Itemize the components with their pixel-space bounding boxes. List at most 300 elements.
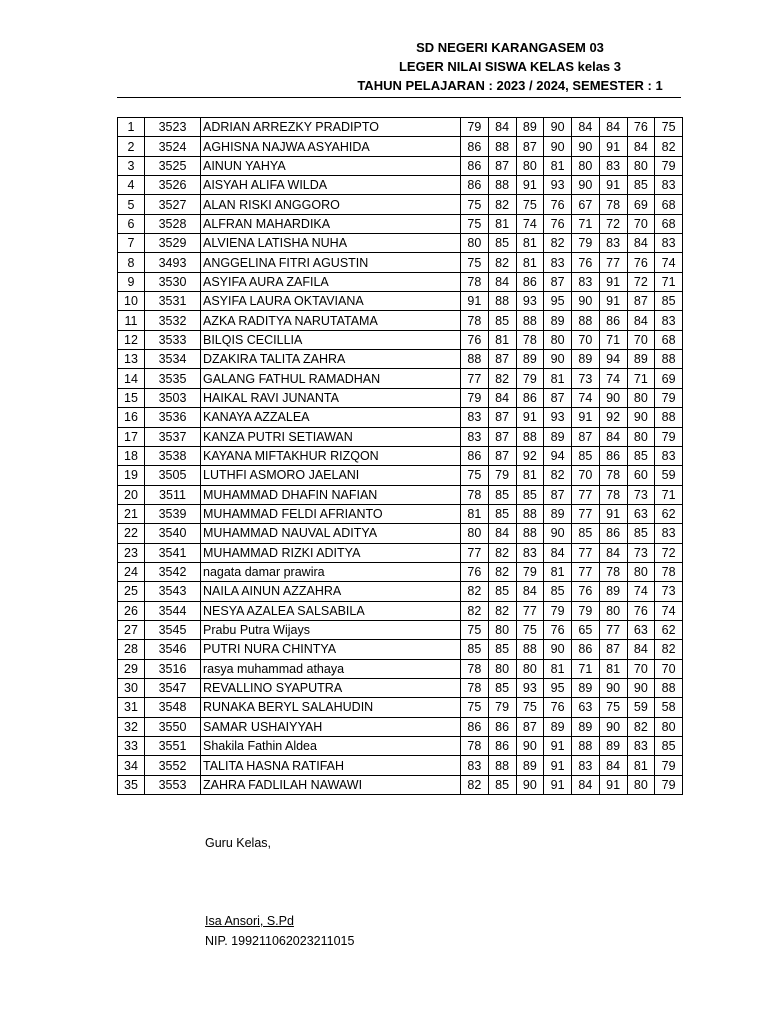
student-nis: 3535	[145, 369, 201, 388]
score-cell: 83	[461, 408, 489, 427]
score-cell: 77	[516, 601, 544, 620]
score-cell: 85	[488, 775, 516, 794]
score-cell: 77	[572, 485, 600, 504]
table-row	[118, 485, 683, 504]
score-cell: 78	[461, 311, 489, 330]
score-cell: 83	[655, 234, 683, 253]
score-cell: 70	[627, 330, 655, 349]
student-name: ANGGELINA FITRI AGUSTIN	[201, 253, 461, 272]
student-name: KAYANA MIFTAKHUR RIZQON	[201, 446, 461, 465]
score-cell: 74	[627, 582, 655, 601]
table-row	[118, 678, 683, 697]
score-cell: 87	[516, 137, 544, 156]
score-cell: 79	[572, 234, 600, 253]
score-cell: 88	[461, 350, 489, 369]
score-cell: 88	[655, 678, 683, 697]
score-cell: 63	[572, 698, 600, 717]
student-nis: 3551	[145, 737, 201, 756]
row-number: 11	[118, 311, 145, 330]
score-cell: 75	[599, 698, 627, 717]
score-cell: 70	[655, 659, 683, 678]
score-cell: 92	[516, 446, 544, 465]
row-number: 3	[118, 156, 145, 175]
score-cell: 89	[516, 350, 544, 369]
score-cell: 94	[544, 446, 572, 465]
score-cell: 88	[516, 427, 544, 446]
score-cell: 90	[544, 524, 572, 543]
score-cell: 91	[544, 775, 572, 794]
row-number: 19	[118, 466, 145, 485]
score-cell: 84	[627, 640, 655, 659]
score-cell: 79	[461, 388, 489, 407]
score-cell: 79	[655, 156, 683, 175]
grades-table	[117, 117, 683, 795]
score-cell: 90	[544, 137, 572, 156]
score-cell: 59	[655, 466, 683, 485]
score-cell: 78	[599, 485, 627, 504]
student-name: Shakila Fathin Aldea	[201, 737, 461, 756]
student-nis: 3545	[145, 620, 201, 639]
score-cell: 94	[599, 350, 627, 369]
score-cell: 75	[516, 698, 544, 717]
score-cell: 86	[572, 640, 600, 659]
score-cell: 86	[488, 737, 516, 756]
student-name: REVALLINO SYAPUTRA	[201, 678, 461, 697]
score-cell: 79	[544, 601, 572, 620]
score-cell: 80	[516, 659, 544, 678]
score-cell: 74	[516, 214, 544, 233]
student-name: KANZA PUTRI SETIAWAN	[201, 427, 461, 446]
table-row	[118, 330, 683, 349]
score-cell: 77	[461, 369, 489, 388]
table-row	[118, 659, 683, 678]
row-number: 7	[118, 234, 145, 253]
row-number: 9	[118, 272, 145, 291]
score-cell: 86	[461, 717, 489, 736]
student-nis: 3505	[145, 466, 201, 485]
score-cell: 87	[544, 388, 572, 407]
academic-year: TAHUN PELAJARAN : 2023 / 2024, SEMESTER : 1	[357, 78, 663, 93]
score-cell: 91	[516, 408, 544, 427]
student-nis: 3493	[145, 253, 201, 272]
score-cell: 83	[627, 737, 655, 756]
score-cell: 88	[516, 504, 544, 523]
score-cell: 88	[488, 176, 516, 195]
student-nis: 3528	[145, 214, 201, 233]
score-cell: 68	[655, 330, 683, 349]
score-cell: 82	[544, 234, 572, 253]
score-cell: 90	[516, 737, 544, 756]
score-cell: 71	[572, 659, 600, 678]
score-cell: 83	[461, 756, 489, 775]
student-nis: 3537	[145, 427, 201, 446]
score-cell: 84	[599, 543, 627, 562]
score-cell: 80	[655, 717, 683, 736]
row-number: 28	[118, 640, 145, 659]
score-cell: 80	[627, 427, 655, 446]
score-cell: 78	[461, 485, 489, 504]
table-row	[118, 775, 683, 794]
header-divider	[117, 97, 681, 98]
student-name: MUHAMMAD DHAFIN NAFIAN	[201, 485, 461, 504]
score-cell: 83	[655, 446, 683, 465]
score-cell: 84	[627, 137, 655, 156]
teacher-name: Isa Ansori, S.Pd	[205, 914, 294, 928]
score-cell: 77	[572, 543, 600, 562]
student-nis: 3533	[145, 330, 201, 349]
score-cell: 84	[599, 118, 627, 137]
score-cell: 75	[516, 620, 544, 639]
table-row	[118, 388, 683, 407]
score-cell: 79	[461, 118, 489, 137]
score-cell: 79	[655, 427, 683, 446]
score-cell: 85	[655, 292, 683, 311]
score-cell: 70	[627, 659, 655, 678]
row-number: 32	[118, 717, 145, 736]
score-cell: 95	[544, 292, 572, 311]
score-cell: 68	[655, 195, 683, 214]
score-cell: 85	[544, 582, 572, 601]
table-row	[118, 524, 683, 543]
row-number: 17	[118, 427, 145, 446]
student-nis: 3503	[145, 388, 201, 407]
score-cell: 86	[461, 446, 489, 465]
student-name: SAMAR USHAIYYAH	[201, 717, 461, 736]
score-cell: 93	[516, 678, 544, 697]
student-nis: 3523	[145, 118, 201, 137]
score-cell: 76	[627, 118, 655, 137]
score-cell: 82	[461, 601, 489, 620]
score-cell: 76	[544, 620, 572, 639]
score-cell: 60	[627, 466, 655, 485]
score-cell: 84	[627, 311, 655, 330]
score-cell: 87	[488, 156, 516, 175]
score-cell: 89	[572, 678, 600, 697]
score-cell: 78	[516, 330, 544, 349]
score-cell: 80	[516, 156, 544, 175]
score-cell: 73	[627, 485, 655, 504]
score-cell: 83	[655, 311, 683, 330]
score-cell: 85	[488, 504, 516, 523]
score-cell: 91	[599, 775, 627, 794]
score-cell: 81	[544, 156, 572, 175]
score-cell: 80	[544, 330, 572, 349]
table-row	[118, 292, 683, 311]
score-cell: 84	[516, 582, 544, 601]
score-cell: 76	[544, 195, 572, 214]
student-nis: 3530	[145, 272, 201, 291]
score-cell: 73	[627, 543, 655, 562]
score-cell: 79	[516, 369, 544, 388]
table-row	[118, 601, 683, 620]
score-cell: 83	[516, 543, 544, 562]
score-cell: 85	[516, 485, 544, 504]
score-cell: 88	[655, 350, 683, 369]
score-cell: 88	[516, 640, 544, 659]
student-name: GALANG FATHUL RAMADHAN	[201, 369, 461, 388]
table-row	[118, 562, 683, 581]
signature-title: Guru Kelas,	[205, 836, 272, 850]
score-cell: 81	[488, 330, 516, 349]
score-cell: 70	[572, 466, 600, 485]
score-cell: 85	[655, 737, 683, 756]
score-cell: 82	[488, 601, 516, 620]
score-cell: 76	[544, 214, 572, 233]
student-name: DZAKIRA TALITA ZAHRA	[201, 350, 461, 369]
score-cell: 88	[572, 311, 600, 330]
student-nis: 3540	[145, 524, 201, 543]
table-row	[118, 176, 683, 195]
score-cell: 72	[655, 543, 683, 562]
score-cell: 90	[544, 118, 572, 137]
table-row	[118, 118, 683, 137]
score-cell: 89	[516, 756, 544, 775]
score-cell: 91	[572, 408, 600, 427]
score-cell: 87	[544, 272, 572, 291]
score-cell: 80	[627, 562, 655, 581]
student-nis: 3552	[145, 756, 201, 775]
student-name: MUHAMMAD FELDI AFRIANTO	[201, 504, 461, 523]
score-cell: 69	[655, 369, 683, 388]
student-nis: 3511	[145, 485, 201, 504]
score-cell: 81	[544, 659, 572, 678]
score-cell: 87	[599, 640, 627, 659]
student-nis: 3546	[145, 640, 201, 659]
score-cell: 89	[627, 350, 655, 369]
student-name: ASYIFA LAURA OKTAVIANA	[201, 292, 461, 311]
score-cell: 82	[461, 582, 489, 601]
score-cell: 80	[488, 659, 516, 678]
table-row	[118, 582, 683, 601]
table-row	[118, 195, 683, 214]
table-row	[118, 466, 683, 485]
score-cell: 75	[461, 214, 489, 233]
row-number: 30	[118, 678, 145, 697]
student-name: NAILA AINUN AZZAHRA	[201, 582, 461, 601]
score-cell: 79	[572, 601, 600, 620]
score-cell: 81	[627, 756, 655, 775]
score-cell: 90	[599, 717, 627, 736]
table-row	[118, 408, 683, 427]
table-row	[118, 620, 683, 639]
score-cell: 74	[655, 601, 683, 620]
table-row	[118, 350, 683, 369]
student-nis: 3525	[145, 156, 201, 175]
score-cell: 75	[461, 698, 489, 717]
score-cell: 82	[461, 775, 489, 794]
score-cell: 70	[572, 330, 600, 349]
score-cell: 74	[572, 388, 600, 407]
table-row	[118, 156, 683, 175]
score-cell: 89	[516, 118, 544, 137]
student-name: ALAN RISKI ANGGORO	[201, 195, 461, 214]
score-cell: 88	[572, 737, 600, 756]
score-cell: 84	[488, 272, 516, 291]
score-cell: 90	[572, 176, 600, 195]
score-cell: 75	[461, 253, 489, 272]
score-cell: 73	[572, 369, 600, 388]
table-row	[118, 698, 683, 717]
score-cell: 80	[627, 775, 655, 794]
score-cell: 79	[655, 756, 683, 775]
score-cell: 90	[572, 292, 600, 311]
score-cell: 62	[655, 620, 683, 639]
score-cell: 81	[516, 253, 544, 272]
student-nis: 3542	[145, 562, 201, 581]
score-cell: 89	[544, 717, 572, 736]
score-cell: 83	[655, 176, 683, 195]
score-cell: 82	[488, 562, 516, 581]
score-cell: 84	[488, 524, 516, 543]
score-cell: 81	[461, 504, 489, 523]
student-nis: 3550	[145, 717, 201, 736]
student-nis: 3527	[145, 195, 201, 214]
row-number: 4	[118, 176, 145, 195]
score-cell: 82	[488, 253, 516, 272]
score-cell: 83	[572, 272, 600, 291]
score-cell: 86	[516, 388, 544, 407]
student-name: ALFRAN MAHARDIKA	[201, 214, 461, 233]
table-row	[118, 446, 683, 465]
score-cell: 75	[461, 620, 489, 639]
score-cell: 80	[627, 388, 655, 407]
row-number: 21	[118, 504, 145, 523]
row-number: 20	[118, 485, 145, 504]
score-cell: 80	[599, 601, 627, 620]
student-nis: 3531	[145, 292, 201, 311]
score-cell: 87	[544, 485, 572, 504]
table-row	[118, 737, 683, 756]
score-cell: 82	[544, 466, 572, 485]
score-cell: 77	[572, 504, 600, 523]
score-cell: 78	[461, 659, 489, 678]
score-cell: 93	[544, 408, 572, 427]
score-cell: 81	[516, 466, 544, 485]
score-cell: 85	[627, 446, 655, 465]
teacher-nip: NIP. 199211062023211015	[205, 934, 355, 948]
grades-table-body	[118, 118, 683, 795]
score-cell: 62	[655, 504, 683, 523]
score-cell: 63	[627, 504, 655, 523]
student-nis: 3539	[145, 504, 201, 523]
student-name: ADRIAN ARREZKY PRADIPTO	[201, 118, 461, 137]
student-nis: 3543	[145, 582, 201, 601]
student-nis: 3534	[145, 350, 201, 369]
score-cell: 77	[461, 543, 489, 562]
score-cell: 85	[488, 234, 516, 253]
row-number: 13	[118, 350, 145, 369]
row-number: 12	[118, 330, 145, 349]
score-cell: 82	[655, 137, 683, 156]
score-cell: 80	[488, 620, 516, 639]
score-cell: 93	[544, 176, 572, 195]
score-cell: 86	[461, 156, 489, 175]
row-number: 26	[118, 601, 145, 620]
student-nis: 3548	[145, 698, 201, 717]
score-cell: 85	[572, 446, 600, 465]
table-row	[118, 756, 683, 775]
table-row	[118, 427, 683, 446]
score-cell: 71	[627, 369, 655, 388]
score-cell: 86	[461, 176, 489, 195]
score-cell: 89	[544, 427, 572, 446]
score-cell: 76	[572, 582, 600, 601]
score-cell: 90	[599, 678, 627, 697]
score-cell: 83	[655, 524, 683, 543]
score-cell: 83	[544, 253, 572, 272]
table-row	[118, 137, 683, 156]
score-cell: 90	[544, 350, 572, 369]
row-number: 10	[118, 292, 145, 311]
score-cell: 76	[627, 253, 655, 272]
score-cell: 76	[572, 253, 600, 272]
score-cell: 85	[488, 640, 516, 659]
score-cell: 85	[572, 524, 600, 543]
row-number: 22	[118, 524, 145, 543]
score-cell: 91	[599, 137, 627, 156]
score-cell: 59	[627, 698, 655, 717]
score-cell: 63	[627, 620, 655, 639]
score-cell: 89	[572, 717, 600, 736]
score-cell: 87	[627, 292, 655, 311]
row-number: 31	[118, 698, 145, 717]
score-cell: 75	[655, 118, 683, 137]
score-cell: 92	[599, 408, 627, 427]
score-cell: 82	[488, 369, 516, 388]
score-cell: 87	[516, 717, 544, 736]
score-cell: 90	[599, 388, 627, 407]
score-cell: 77	[599, 620, 627, 639]
score-cell: 75	[516, 195, 544, 214]
table-row	[118, 311, 683, 330]
row-number: 35	[118, 775, 145, 794]
score-cell: 78	[599, 562, 627, 581]
student-nis: 3538	[145, 446, 201, 465]
student-name: AGHISNA NAJWA ASYAHIDA	[201, 137, 461, 156]
score-cell: 75	[461, 466, 489, 485]
score-cell: 76	[461, 330, 489, 349]
score-cell: 86	[488, 717, 516, 736]
score-cell: 82	[488, 543, 516, 562]
score-cell: 72	[599, 214, 627, 233]
score-cell: 90	[627, 408, 655, 427]
score-cell: 76	[627, 601, 655, 620]
score-cell: 81	[544, 369, 572, 388]
student-nis: 3524	[145, 137, 201, 156]
score-cell: 93	[516, 292, 544, 311]
score-cell: 88	[655, 408, 683, 427]
score-cell: 83	[599, 234, 627, 253]
score-cell: 81	[488, 214, 516, 233]
score-cell: 82	[627, 717, 655, 736]
score-cell: 76	[544, 698, 572, 717]
score-cell: 88	[516, 524, 544, 543]
score-cell: 70	[627, 214, 655, 233]
row-number: 5	[118, 195, 145, 214]
student-nis: 3541	[145, 543, 201, 562]
row-number: 6	[118, 214, 145, 233]
score-cell: 80	[572, 156, 600, 175]
student-name: AISYAH ALIFA WILDA	[201, 176, 461, 195]
student-nis: 3529	[145, 234, 201, 253]
student-nis: 3547	[145, 678, 201, 697]
score-cell: 88	[488, 756, 516, 775]
score-cell: 86	[461, 137, 489, 156]
table-row	[118, 272, 683, 291]
score-cell: 79	[488, 698, 516, 717]
score-cell: 83	[572, 756, 600, 775]
score-cell: 65	[572, 620, 600, 639]
